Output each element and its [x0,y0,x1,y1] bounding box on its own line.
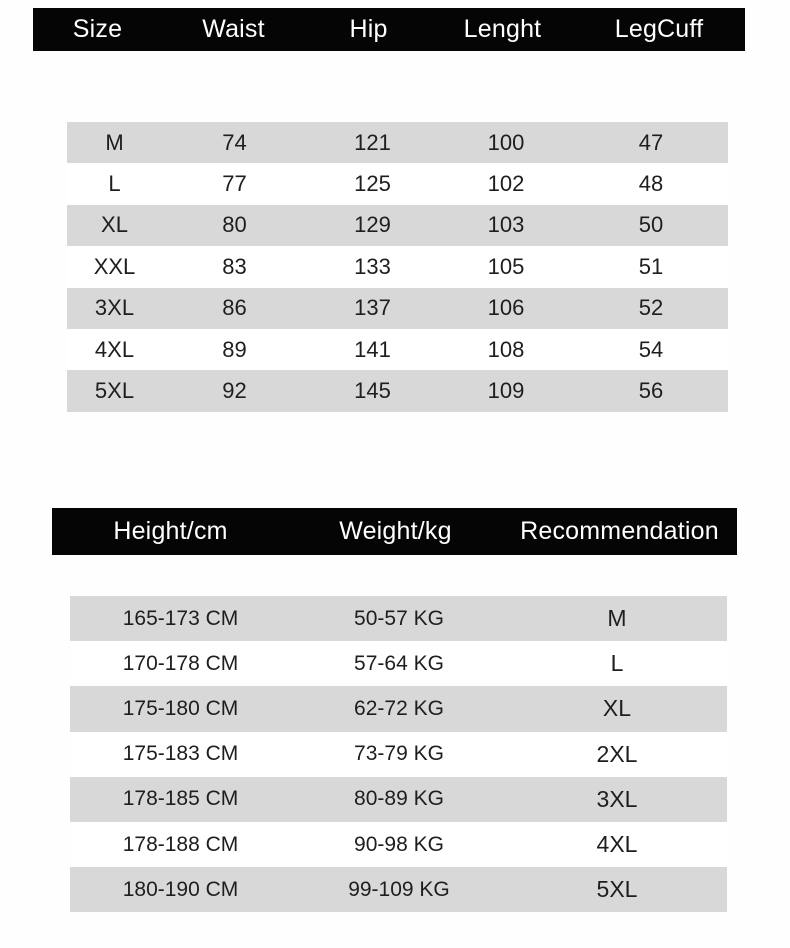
cell-recommendation: XL [602,695,632,722]
cell-hip: 121 [354,129,391,155]
cell-hip: 125 [354,171,391,197]
column-header-size: Size [72,15,123,43]
cell-recommendation: 5XL [596,876,638,903]
cell-legcuff: 51 [638,253,664,279]
table-row [67,288,728,329]
column-header-waist: Waist [202,15,265,43]
cell-length: 106 [487,295,525,321]
cell-waist: 77 [222,171,247,197]
cell-legcuff: 56 [638,378,664,404]
cell-legcuff: 50 [638,212,664,238]
column-header-length: Lenght [463,15,542,43]
cell-length: 100 [487,129,525,155]
cell-recommendation: 2XL [596,740,638,767]
cell-weight: 90-98 KG [354,832,444,856]
cell-waist: 83 [222,253,247,279]
cell-weight: 57-64 KG [354,651,444,675]
cell-weight: 99-109 KG [348,877,450,901]
measurements-table-body [67,122,728,412]
recommendation-header-row [52,508,737,555]
cell-waist: 74 [222,129,247,155]
measurements-header-row [33,8,745,51]
cell-length: 103 [487,212,525,238]
table-row [67,329,728,370]
cell-recommendation: 4XL [596,831,638,858]
cell-legcuff: 54 [638,336,664,362]
cell-hip: 141 [354,336,391,362]
cell-height: 178-188 CM [122,832,239,856]
cell-legcuff: 52 [638,295,664,321]
column-header-recommendation: Recommendation [520,517,719,545]
cell-size: XXL [93,253,136,279]
cell-height: 170-178 CM [122,651,239,675]
cell-waist: 92 [222,378,247,404]
cell-height: 175-183 CM [122,742,239,766]
cell-recommendation: 3XL [596,785,638,812]
table-row [70,822,727,867]
table-row [70,686,727,731]
cell-length: 109 [487,378,525,404]
cell-size: XL [101,212,128,238]
cell-recommendation: L [610,650,624,677]
cell-size: 4XL [94,336,135,362]
table-row [67,122,728,163]
cell-height: 178-185 CM [122,787,239,811]
cell-length: 108 [487,336,525,362]
cell-legcuff: 48 [638,171,664,197]
cell-height: 175-180 CM [122,696,239,720]
cell-recommendation: M [607,605,627,632]
cell-weight: 62-72 KG [354,696,444,720]
cell-size: M [105,129,124,155]
table-row [70,641,727,686]
cell-height: 165-173 CM [122,606,239,630]
cell-size: 3XL [94,295,135,321]
cell-waist: 80 [222,212,247,238]
cell-length: 105 [487,253,525,279]
cell-hip: 129 [354,212,391,238]
cell-height: 180-190 CM [122,877,239,901]
column-header-legcuff: LegCuff [614,15,704,43]
cell-weight: 73-79 KG [354,742,444,766]
cell-waist: 89 [222,336,247,362]
cell-hip: 133 [354,253,391,279]
cell-length: 102 [487,171,525,197]
table-row [70,732,727,777]
table-row [67,163,728,204]
table-row [70,596,727,641]
cell-weight: 50-57 KG [354,606,444,630]
table-row [67,205,728,246]
cell-size: 5XL [94,378,135,404]
column-header-height: Height/cm [113,517,228,545]
recommendation-table-body [70,596,727,912]
column-header-weight: Weight/kg [339,517,452,545]
table-row [70,867,727,912]
cell-waist: 86 [222,295,247,321]
cell-size: L [108,171,121,197]
cell-hip: 137 [354,295,391,321]
cell-hip: 145 [354,378,391,404]
table-row [67,246,728,287]
column-header-hip: Hip [349,15,388,43]
cell-weight: 80-89 KG [354,787,444,811]
table-row [67,370,728,411]
cell-legcuff: 47 [638,129,664,155]
table-row [70,777,727,822]
